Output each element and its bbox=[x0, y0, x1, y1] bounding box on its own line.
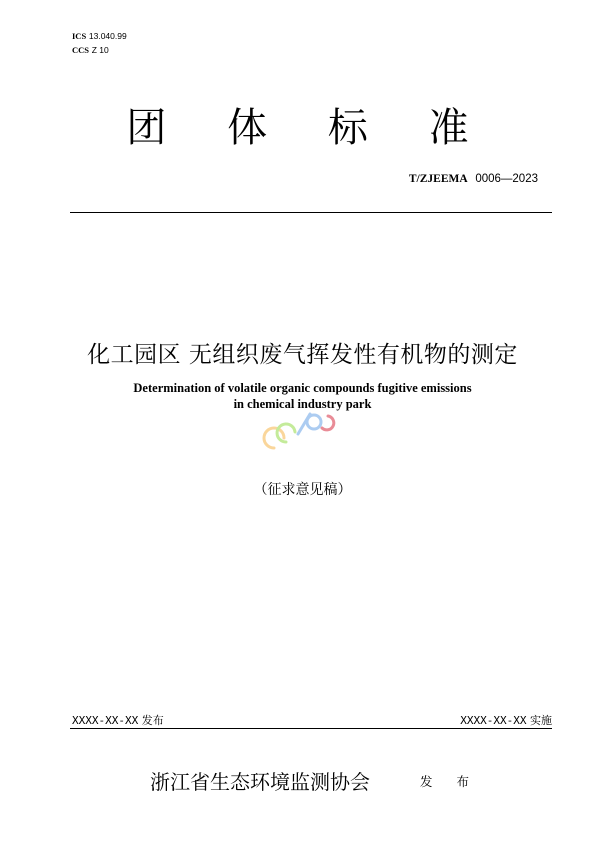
implementation-date bbox=[460, 712, 552, 728]
publisher-name: 浙江省生态环境监测协会 bbox=[150, 770, 370, 794]
draft-status: （征求意见稿） bbox=[253, 482, 352, 498]
ics-label: ICS bbox=[72, 31, 87, 41]
issue-date-label: 发布 bbox=[141, 714, 164, 727]
standard-type-char: 准 bbox=[428, 105, 469, 151]
ics-code bbox=[72, 30, 127, 44]
standard-type-char: 标 bbox=[327, 105, 368, 151]
title-english-line1: Determination of volatile organic compounds fugitive emissions bbox=[133, 381, 472, 395]
standard-number-value: 0006—2023 bbox=[475, 173, 538, 185]
standard-type-char: 体 bbox=[227, 105, 268, 151]
standard-number-prefix: T/ZJEEMA bbox=[408, 173, 468, 185]
ics-value: 13.040.99 bbox=[88, 31, 127, 41]
title-english-line2: in chemical industry park bbox=[233, 397, 372, 411]
standard-type-char: 团 bbox=[126, 105, 167, 151]
publisher-action: 发 布 bbox=[420, 774, 479, 789]
classification-codes bbox=[72, 30, 127, 58]
standard-type-heading bbox=[0, 96, 595, 153]
ccs-code bbox=[72, 44, 127, 58]
issue-date bbox=[72, 712, 164, 728]
implementation-date-value: XXXX-XX-XX bbox=[460, 714, 527, 727]
bottom-divider bbox=[70, 728, 552, 729]
ccs-value: Z 10 bbox=[91, 45, 109, 55]
title-chinese: 化工园区 无组织废气挥发性有机物的测定 bbox=[87, 342, 518, 368]
standard-number bbox=[409, 171, 538, 185]
top-divider bbox=[70, 212, 552, 213]
ccs-label: CCS bbox=[72, 45, 90, 55]
implementation-date-label: 实施 bbox=[530, 714, 552, 727]
issue-date-value: XXXX-XX-XX bbox=[72, 714, 139, 727]
cloud-logo-watermark-icon bbox=[262, 398, 342, 458]
